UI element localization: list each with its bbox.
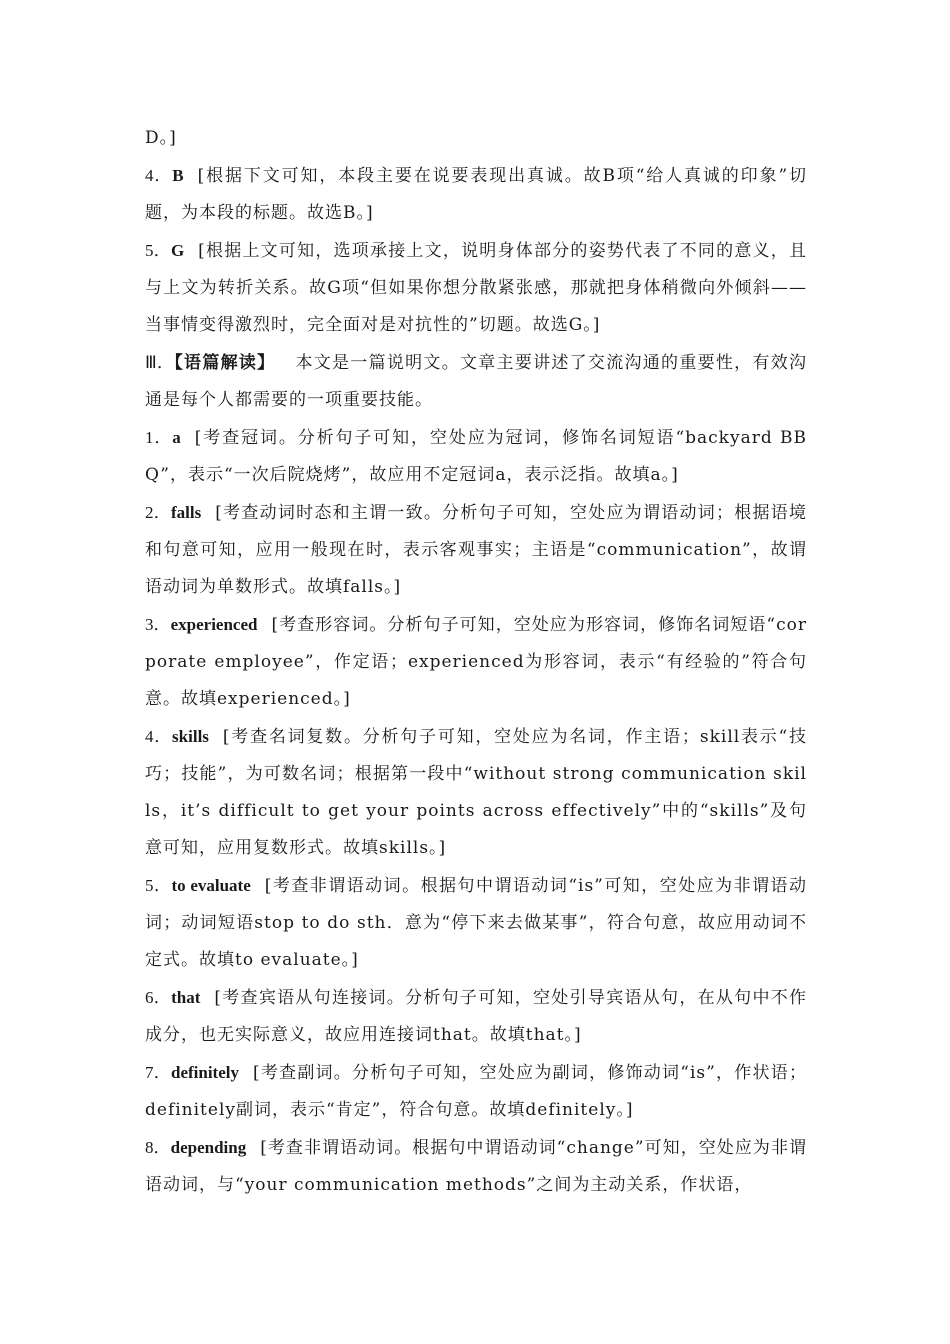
item-answer: to evaluate — [171, 876, 251, 895]
answer-item — [145, 157, 807, 232]
answer-item — [145, 606, 807, 718]
item-number: 4． — [145, 166, 173, 185]
paragraph-text: D。] — [145, 128, 177, 148]
item-answer: definitely — [170, 1063, 239, 1082]
item-explanation: [考查冠词。分析句子可知，空处应为冠词，修饰名词短语“backyard BBQ”，表示“一次后院烧烤”，故应用不定冠词a，表示泛指。故填a。] — [145, 428, 807, 485]
item-number: 6． — [145, 988, 172, 1007]
item-explanation: [考查副词。分析句子可知，空处应为副词，修饰动词“is”，作状语；definitely副词，表示“肯定”，符合句意。故填definitely。] — [145, 1063, 807, 1120]
answer-item — [145, 232, 807, 344]
answer-item — [145, 867, 807, 979]
item-answer: G — [170, 241, 185, 260]
item-explanation: [考查名词复数。分析句子可知，空处应为名词，作主语；skill表示“技巧；技能”，为可数名词；根据第一段中“without strong communication skills，it’s difficult to get your points across effectively”中的“skills”及句意可知，应用复数形式。故填skills。] — [145, 727, 807, 858]
item-number: 1． — [145, 428, 173, 447]
item-answer: skills — [172, 727, 209, 746]
document-page — [145, 120, 807, 1204]
item-answer: that — [171, 988, 201, 1007]
item-answer: falls — [171, 503, 202, 522]
item-explanation: [根据上文可知，选项承接上文，说明身体部分的姿势代表了不同的意义，且与上文为转折关系。故G项“但如果你想分散紧张感，那就把身体稍微向外倾斜——当事情变得激烈时，完全面对是对抗性的”切题。故选G。] — [145, 241, 807, 335]
answer-item — [145, 718, 807, 867]
section-numeral: Ⅲ． — [145, 353, 175, 372]
section-heading — [145, 344, 807, 419]
item-number: 5． — [145, 241, 171, 260]
item-answer: experienced — [170, 615, 258, 634]
item-explanation: [考查宾语从句连接词。分析句子可知，空处引导宾语从句，在从句中不作成分，也无实际意义，故应用连接词that。故填that。] — [145, 988, 808, 1045]
item-number: 2． — [145, 503, 172, 522]
item-number: 7． — [145, 1063, 171, 1082]
section-summary: 本文是一篇说明文。文章主要讲述了交流沟通的重要性，有效沟通是每个人都需要的一项重要技能。 — [145, 353, 808, 410]
item-explanation: [考查动词时态和主谓一致。分析句子可知，空处应为谓语动词；根据语境和句意可知，应用一般现在时，表示客观事实；主语是“communication”，故谓语动词为单数形式。故填falls。] — [145, 503, 807, 597]
answer-item — [145, 1054, 807, 1129]
item-explanation: [考查非谓语动词。根据句中谓语动词“change”可知，空处应为非谓语动词，与“your communication methods”之间为主动关系，作状语， — [145, 1138, 808, 1195]
item-answer: depending — [170, 1138, 247, 1157]
item-answer: a — [172, 428, 181, 447]
paragraph-continuation — [145, 120, 807, 157]
answer-item — [145, 494, 807, 606]
item-answer: B — [172, 166, 184, 185]
item-explanation: [根据下文可知，本段主要在说要表现出真诚。故B项“给人真诚的印象”切题，为本段的标题。故选B。] — [145, 166, 808, 223]
item-number: 5． — [145, 876, 172, 895]
item-explanation: [考查非谓语动词。根据句中谓语动词“is”可知，空处应为非谓语动词；动词短语stop to do sth．意为“停下来去做某事”，符合句意，故应用动词不定式。故填to evaluate。] — [145, 876, 807, 970]
item-number: 4． — [145, 727, 173, 746]
item-number: 3． — [145, 615, 171, 634]
item-number: 8． — [145, 1138, 171, 1157]
answer-item — [145, 419, 807, 494]
answer-item — [145, 1129, 807, 1204]
section-title: 【语篇解读】 — [174, 353, 276, 373]
answer-item — [145, 979, 807, 1054]
item-explanation: [考查形容词。分析句子可知，空处应为形容词，修饰名词短语“corporate employee”，作定语；experienced为形容词，表示“有经验的”符合句意。故填experienced。] — [145, 615, 808, 709]
